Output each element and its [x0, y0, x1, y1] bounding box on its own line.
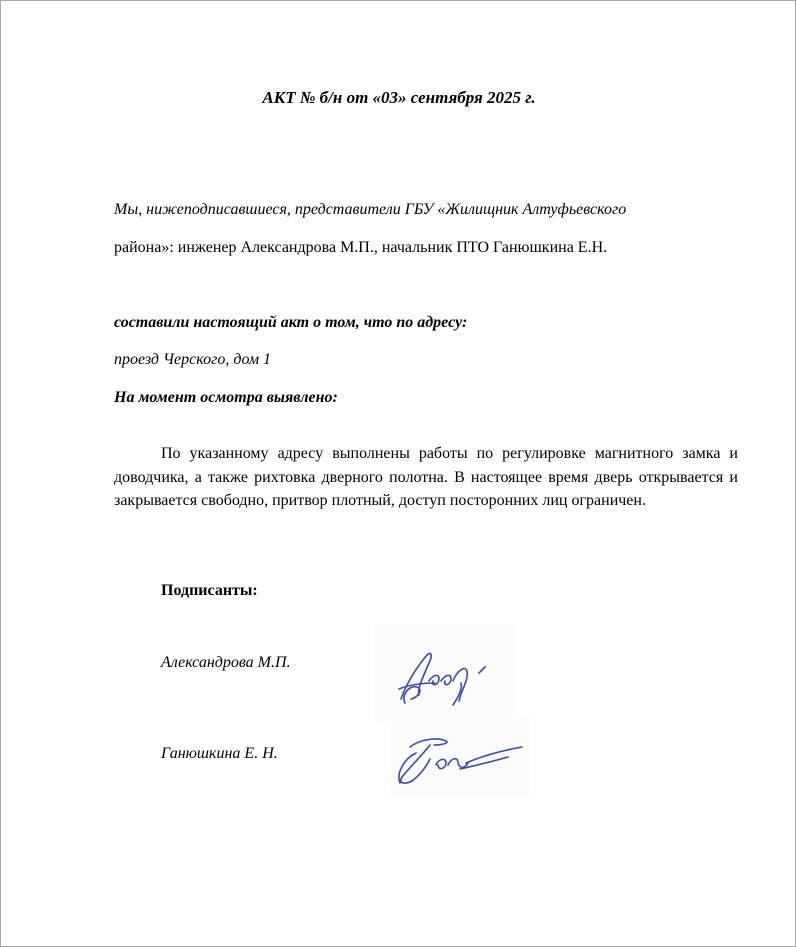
signer-name-1: Александрова М.П. [161, 654, 291, 671]
body-paragraph: По указанному адресу выполнены работы по регулировке магнитного замка и доводчика, а также рихтовка дверного полотна. В настоящее время дверь открывается и закрывается свободно, притвор плотный, доступ посторонних лиц ограничен. [114, 445, 738, 509]
signer-name-2: Ганюшкина Е. Н. [161, 745, 278, 762]
signature-image-1 [375, 625, 515, 721]
document-title: АКТ № б/н от «03» сентября 2025 г. [262, 88, 536, 107]
signers-label: Подписанты: [161, 582, 258, 599]
address-text: проезд Черского, дом 1 [114, 351, 272, 368]
signature-image-2 [390, 717, 530, 797]
found-label: На момент осмотра выявлено: [114, 389, 338, 406]
compiled-label: составили настоящий акт о том, что по адресу: [114, 314, 468, 331]
intro-line-2: района»: инженер Александрова М.П., начальник ПТО Ганюшкина Е.Н. [114, 239, 608, 256]
intro-line-1: Мы, нижеподписавшиеся, представители ГБУ «Жилищник Алтуфьевского [114, 201, 627, 218]
